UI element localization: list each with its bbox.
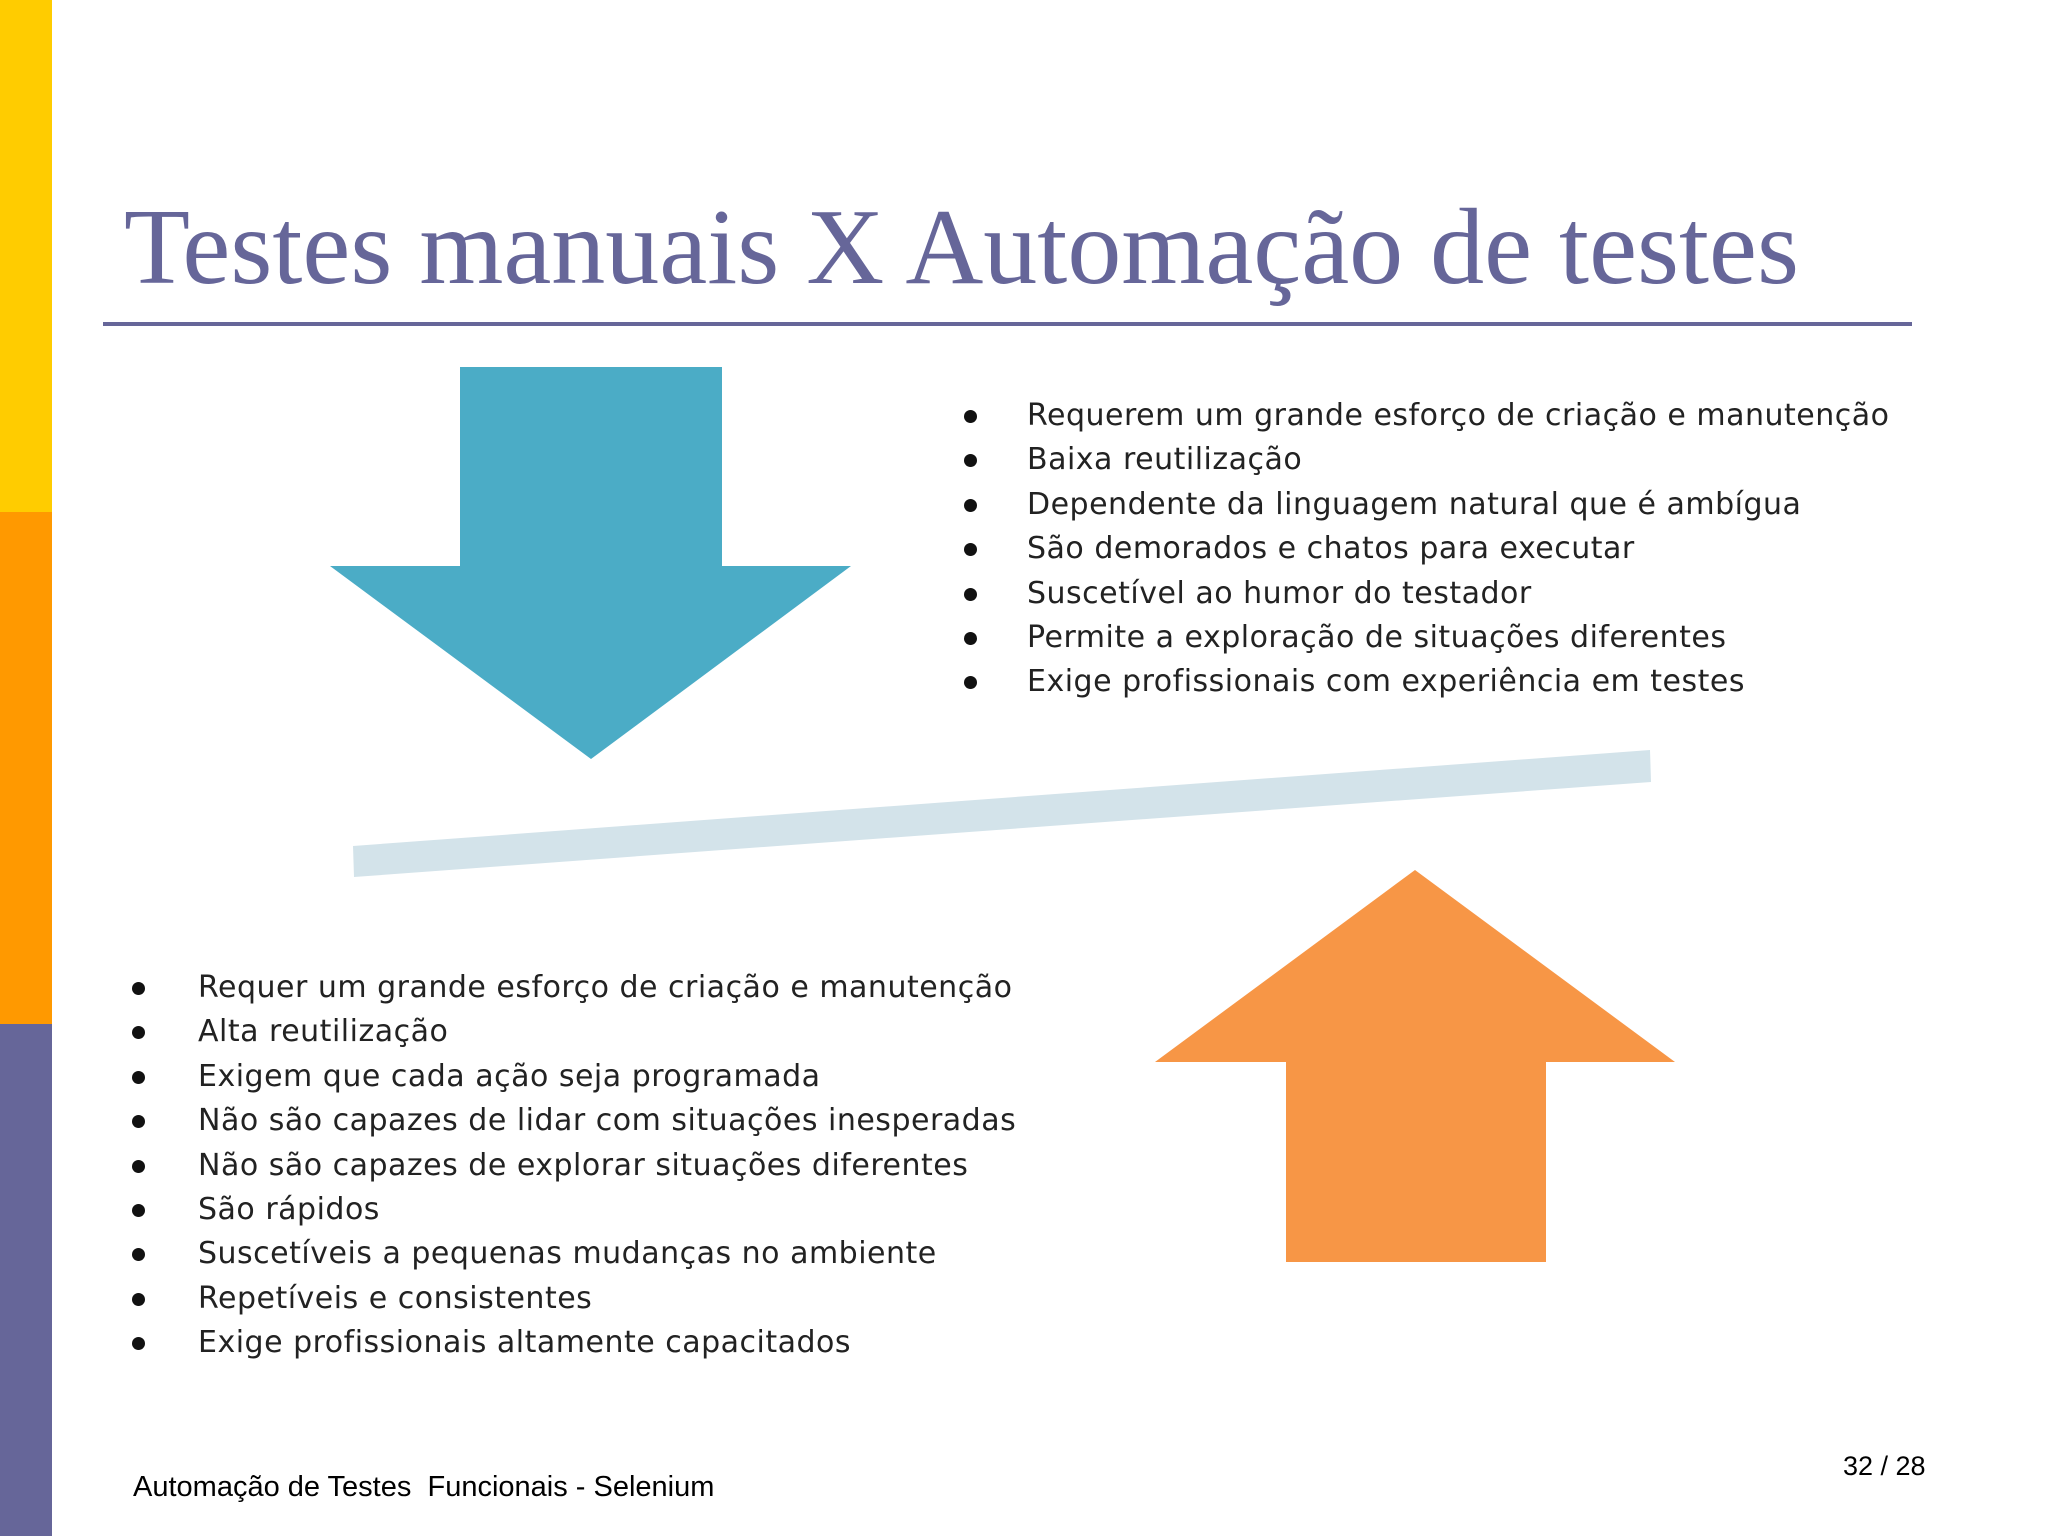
list-item: Permite a exploração de situações diferentes — [1027, 616, 1889, 660]
list-item: Repetíveis e consistentes — [198, 1277, 1016, 1321]
list-item: São rápidos — [198, 1188, 1016, 1232]
up-arrow — [1155, 870, 1675, 1262]
manual-testing-list — [1027, 394, 1889, 705]
list-item: Não são capazes de lidar com situações inesperadas — [198, 1099, 1016, 1143]
list-item: Exige profissionais altamente capacitados — [198, 1321, 1016, 1365]
page-number: 32 / 28 — [1843, 1451, 1926, 1481]
list-item: São demorados e chatos para executar — [1027, 527, 1889, 571]
list-item: Suscetível ao humor do testador — [1027, 572, 1889, 616]
list-item: Dependente da linguagem natural que é ambígua — [1027, 483, 1889, 527]
list-item: Alta reutilização — [198, 1010, 1016, 1054]
list-item: Não são capazes de explorar situações diferentes — [198, 1144, 1016, 1188]
down-arrow — [330, 367, 851, 759]
list-item: Exige profissionais com experiência em testes — [1027, 660, 1889, 704]
slide-title: Testes manuais X Automação de testes — [124, 188, 1800, 307]
automation-testing-list — [198, 966, 1016, 1366]
list-item: Exigem que cada ação seja programada — [198, 1055, 1016, 1099]
list-item: Suscetíveis a pequenas mudanças no ambiente — [198, 1232, 1016, 1276]
footer-text: Automação de Testes Funcionais - Selenium — [133, 1471, 715, 1503]
list-item: Baixa reutilização — [1027, 438, 1889, 482]
list-item: Requerem um grande esforço de criação e manutenção — [1027, 394, 1889, 438]
list-item: Requer um grande esforço de criação e manutenção — [198, 966, 1016, 1010]
balance-bar — [353, 750, 1651, 877]
